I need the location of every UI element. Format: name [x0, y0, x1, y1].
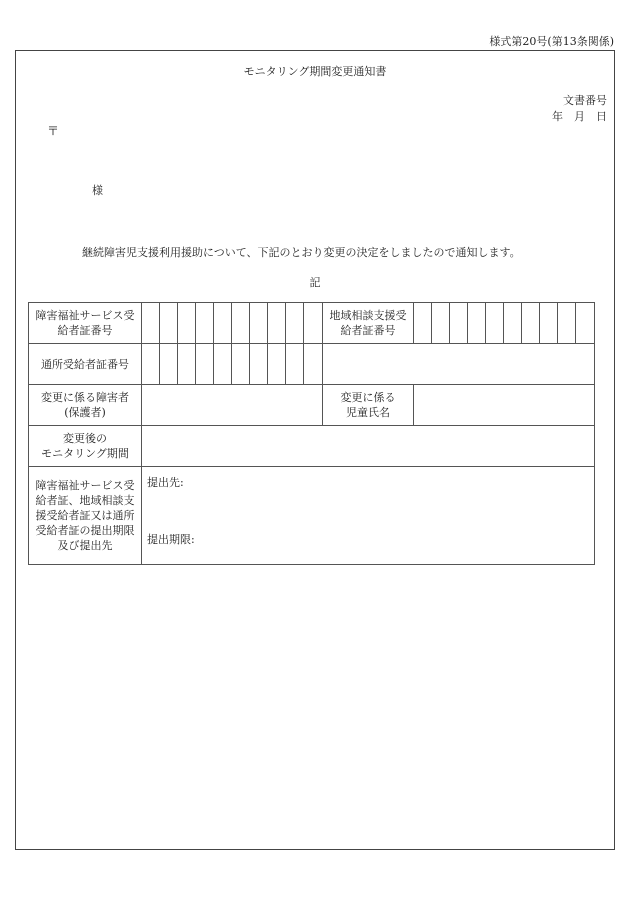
table-row: [29, 467, 595, 565]
date-label: 年 月 日: [552, 110, 607, 123]
digit-box[interactable]: [232, 303, 250, 344]
submit-to-label: 提出先:: [147, 476, 184, 489]
digit-box[interactable]: [214, 344, 232, 385]
table-row: [29, 426, 595, 467]
child-name-label: 変更に係る 児童氏名: [323, 385, 414, 426]
guardian-name-field[interactable]: [142, 385, 323, 426]
child-name-field[interactable]: [414, 385, 595, 426]
digit-box[interactable]: [432, 303, 450, 344]
submission-field[interactable]: [142, 467, 595, 565]
notice-table: [28, 302, 595, 565]
blank-cell: [323, 344, 595, 385]
digit-box[interactable]: [268, 344, 286, 385]
table-row: [29, 344, 595, 385]
table-row: [29, 303, 595, 344]
day-service-cert-label: 通所受給者証番号: [29, 344, 142, 385]
digit-box[interactable]: [250, 344, 268, 385]
document-title: モニタリング期間変更通知書: [243, 65, 387, 78]
digit-box[interactable]: [304, 303, 323, 344]
digit-box[interactable]: [286, 303, 304, 344]
guardian-label: 変更に係る障害者 (保護者): [29, 385, 142, 426]
postal-mark: 〒: [47, 124, 60, 138]
form-number: 様式第20号(第13条関係): [489, 35, 614, 48]
document-number-label: 文書番号: [563, 94, 607, 107]
digit-box[interactable]: [486, 303, 504, 344]
digit-box[interactable]: [196, 344, 214, 385]
addressee-suffix: 様: [92, 184, 103, 197]
digit-box[interactable]: [178, 344, 196, 385]
digit-box[interactable]: [414, 303, 432, 344]
document-frame: [15, 50, 615, 850]
digit-box[interactable]: [450, 303, 468, 344]
submission-label: 障害福祉サービス受給者証、地域相談支援受給者証又は通所受給者証の提出期限及び提出先: [29, 467, 142, 565]
digit-box[interactable]: [142, 344, 160, 385]
record-mark: 記: [309, 276, 321, 289]
submit-deadline-label: 提出期限:: [147, 533, 195, 546]
digit-box[interactable]: [250, 303, 268, 344]
digit-box[interactable]: [196, 303, 214, 344]
notice-body-text: 継続障害児支援利用援助について、下記のとおり変更の決定をしましたので通知します。: [82, 246, 521, 259]
digit-box[interactable]: [232, 344, 250, 385]
monitoring-period-field[interactable]: [142, 426, 595, 467]
digit-box[interactable]: [576, 303, 595, 344]
digit-box[interactable]: [286, 344, 304, 385]
digit-box[interactable]: [468, 303, 486, 344]
digit-box[interactable]: [268, 303, 286, 344]
table-row: [29, 385, 595, 426]
digit-box[interactable]: [522, 303, 540, 344]
digit-box[interactable]: [504, 303, 522, 344]
community-consult-cert-label: 地域相談支援受給者証番号: [323, 303, 414, 344]
recipient-cert-label: 障害福祉サービス受給者証番号: [29, 303, 142, 344]
monitoring-period-label: 変更後の モニタリング期間: [29, 426, 142, 467]
digit-box[interactable]: [160, 303, 178, 344]
digit-box[interactable]: [178, 303, 196, 344]
digit-box[interactable]: [214, 303, 232, 344]
digit-box[interactable]: [160, 344, 178, 385]
digit-box[interactable]: [304, 344, 323, 385]
digit-box[interactable]: [142, 303, 160, 344]
digit-box[interactable]: [558, 303, 576, 344]
digit-box[interactable]: [540, 303, 558, 344]
